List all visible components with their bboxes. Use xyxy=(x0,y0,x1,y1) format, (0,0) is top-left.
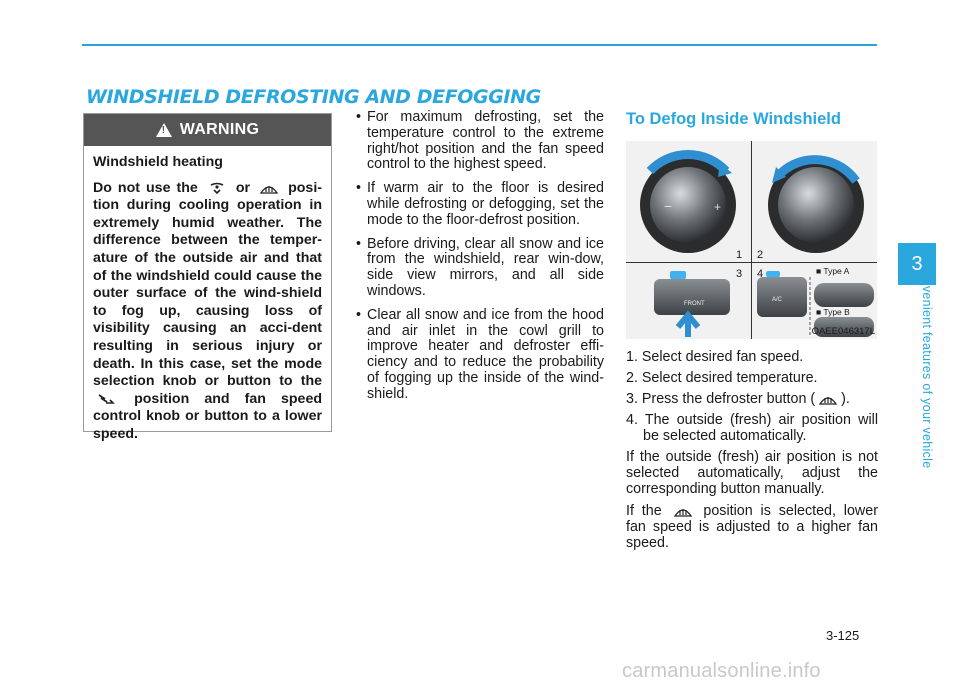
warning-header xyxy=(84,114,331,146)
defrost-icon xyxy=(818,392,838,406)
figure-divider-horizontal xyxy=(626,262,877,263)
watermark: carmanualsonline.info xyxy=(622,660,821,682)
list-item: • Clear all snow and ice from the hood and air inlet in the cowl grill to improve heater and defroster effi-ciency and to reduce the probability of fogging up the inside of the wind-shield. xyxy=(354,308,604,403)
figure-code: OAEE046317L xyxy=(811,326,875,337)
step-3-text: 3. Press the defroster button ( xyxy=(626,391,816,407)
defog-paragraph-2-a: If the xyxy=(626,503,662,519)
warning-triangle-icon xyxy=(156,123,172,137)
warning-body xyxy=(84,146,331,444)
defog-paragraph-2-b: position is selected, lower fan speed is adjusted to a higher fan speed. xyxy=(626,503,878,551)
control-figure xyxy=(626,141,877,339)
warning-text-3: position and fan speed control knob or button to a lower speed. xyxy=(93,390,323,442)
warning-text xyxy=(93,180,322,444)
step-4: 4. The outside (fresh) air position will be selected automatically. xyxy=(626,412,878,444)
warning-text-or: or xyxy=(235,179,251,196)
step-3 xyxy=(626,391,878,407)
defrost-icon xyxy=(259,181,279,195)
defog-steps xyxy=(626,349,878,551)
right-column xyxy=(626,110,878,557)
warning-text-1: Do not use the xyxy=(93,179,198,196)
figure-divider-vertical xyxy=(751,141,752,339)
warning-heading: Windshield heating xyxy=(93,154,223,170)
list-item: • For maximum defrosting, set the temperature control to the extreme right/hot position and the fan speed control to the highest speed. xyxy=(354,110,604,173)
svg-text:+: + xyxy=(714,200,722,214)
defrost-icon xyxy=(673,504,693,518)
step-1: 1. Select desired fan speed. xyxy=(626,349,804,365)
chapter-label: Convenient features of your vehicle xyxy=(920,262,934,469)
chapter-tab: 3 xyxy=(898,243,936,285)
warning-box xyxy=(83,113,332,442)
top-rule xyxy=(82,44,877,46)
step-3-close: ). xyxy=(841,391,850,407)
defog-paragraph-2 xyxy=(626,503,878,551)
middle-column xyxy=(354,110,604,411)
defog-title: To Defog Inside Windshield xyxy=(626,110,841,128)
step-2: 2. Select desired temperature. xyxy=(626,370,818,386)
figure-label-4: 4 xyxy=(757,268,764,280)
list-item: • If warm air to the floor is desired while defrosting or defogging, set the mode to the floor-defrost position. xyxy=(354,181,604,228)
warning-label: WARNING xyxy=(179,121,260,138)
type-a-label: ■ Type A xyxy=(816,266,850,276)
floor-defrost-icon xyxy=(207,181,227,195)
figure-label-3: 3 xyxy=(736,268,743,280)
svg-text:−: − xyxy=(664,198,673,214)
page-number: 3-125 xyxy=(826,628,860,643)
type-b-label: ■ Type B xyxy=(816,307,850,317)
list-item: • Before driving, clear all snow and ice from the windshield, rear win-dow, side view mirrors, and all side windows. xyxy=(354,237,604,300)
svg-text:FRONT: FRONT xyxy=(684,301,705,307)
figure-label-1: 1 xyxy=(736,249,743,261)
figure-label-2: 2 xyxy=(757,249,764,261)
warning-text-2: posi-tion during cooling operation in extremely humid weather. The difference between the temper-ature of the outside air and that of the windshield could cause the outer surface of the wind-shield to fog up, causing loss of visibility causing an acci-dent resulting in serious injury or death. In this case, set the mode selection knob or button to the xyxy=(93,179,322,390)
section-title: WINDSHIELD DEFROSTING AND DEFOGGING xyxy=(86,86,541,108)
svg-text:A/C: A/C xyxy=(772,297,783,303)
floor-icon xyxy=(96,392,116,406)
defog-paragraph-1: If the outside (fresh) air position is not selected automatically, adjust the corresponding button manually. xyxy=(626,449,878,497)
bullet-list xyxy=(354,110,604,403)
